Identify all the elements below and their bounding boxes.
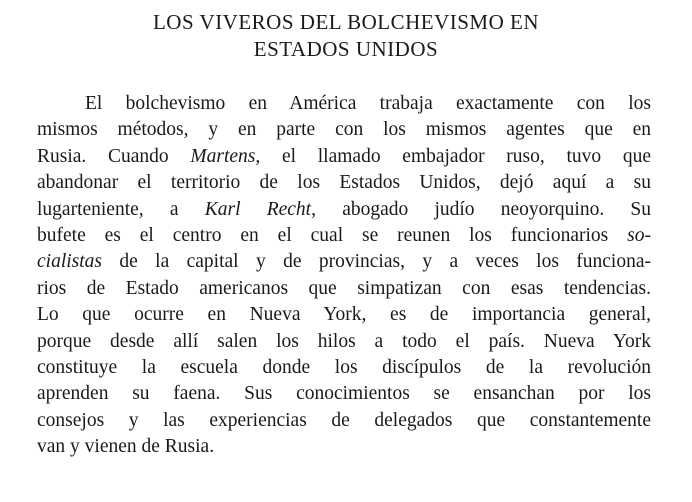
text-run: mismos métodos, y en parte con los mismos agentes que en — [37, 119, 651, 141]
chapter-title-line-1: LOS VIVEROS DEL BOLCHEVISMO EN — [152, 10, 539, 34]
italic-text: cialistas — [37, 251, 103, 273]
text-line — [37, 223, 651, 249]
text-line — [37, 144, 651, 170]
text-run: consejos y las experiencias de delegados que constantemente — [37, 409, 651, 431]
text-run: el llamado embajador ruso, tuvo que — [260, 145, 651, 167]
italic-text: Martens, — [190, 145, 261, 167]
italic-text: Karl Recht, — [204, 198, 316, 220]
text-line — [37, 302, 651, 328]
text-run: constituye la escuela donde los discípulos de la revolución — [37, 357, 651, 378]
text-run: El bolchevismo en América trabaja exactamente con los — [85, 93, 651, 114]
text-line — [37, 434, 651, 460]
text-run: Rusia. Cuando — [37, 145, 191, 167]
text-line — [37, 276, 651, 302]
text-run: de la capital y de provincias, y a veces los funciona- — [102, 251, 651, 273]
text-line — [37, 170, 651, 196]
text-run: bufete es el centro en el cual se reunen los funcionarios — [37, 225, 628, 246]
italic-text: so- — [627, 225, 651, 246]
chapter-title-line-2: ESTADOS UNIDOS — [253, 37, 439, 61]
text-line — [37, 249, 651, 275]
text-line — [37, 329, 651, 355]
text-line — [85, 91, 651, 117]
text-run: lugarteniente, a — [37, 198, 205, 220]
text-run: abogado judío neoyorquino. Su — [315, 198, 651, 220]
text-line — [37, 197, 651, 223]
text-run: aprenden su faena. Sus conocimientos se ensanchan por los — [37, 383, 651, 405]
text-run: porque desde allí salen los hilos a todo el país. Nueva York — [37, 330, 651, 352]
text-line — [37, 408, 651, 434]
text-run: van y vienen de Rusia. — [37, 436, 215, 458]
text-line — [37, 355, 651, 381]
text-run: abandonar el territorio de los Estados Unidos, dejó aquí a su — [37, 172, 651, 194]
text-run: rios de Estado americanos que simpatizan con esas tendencias. — [37, 277, 651, 299]
text-line — [37, 117, 651, 143]
text-run: Lo que ocurre en Nueva York, es de importancia general, — [37, 304, 651, 326]
text-line — [37, 381, 651, 407]
